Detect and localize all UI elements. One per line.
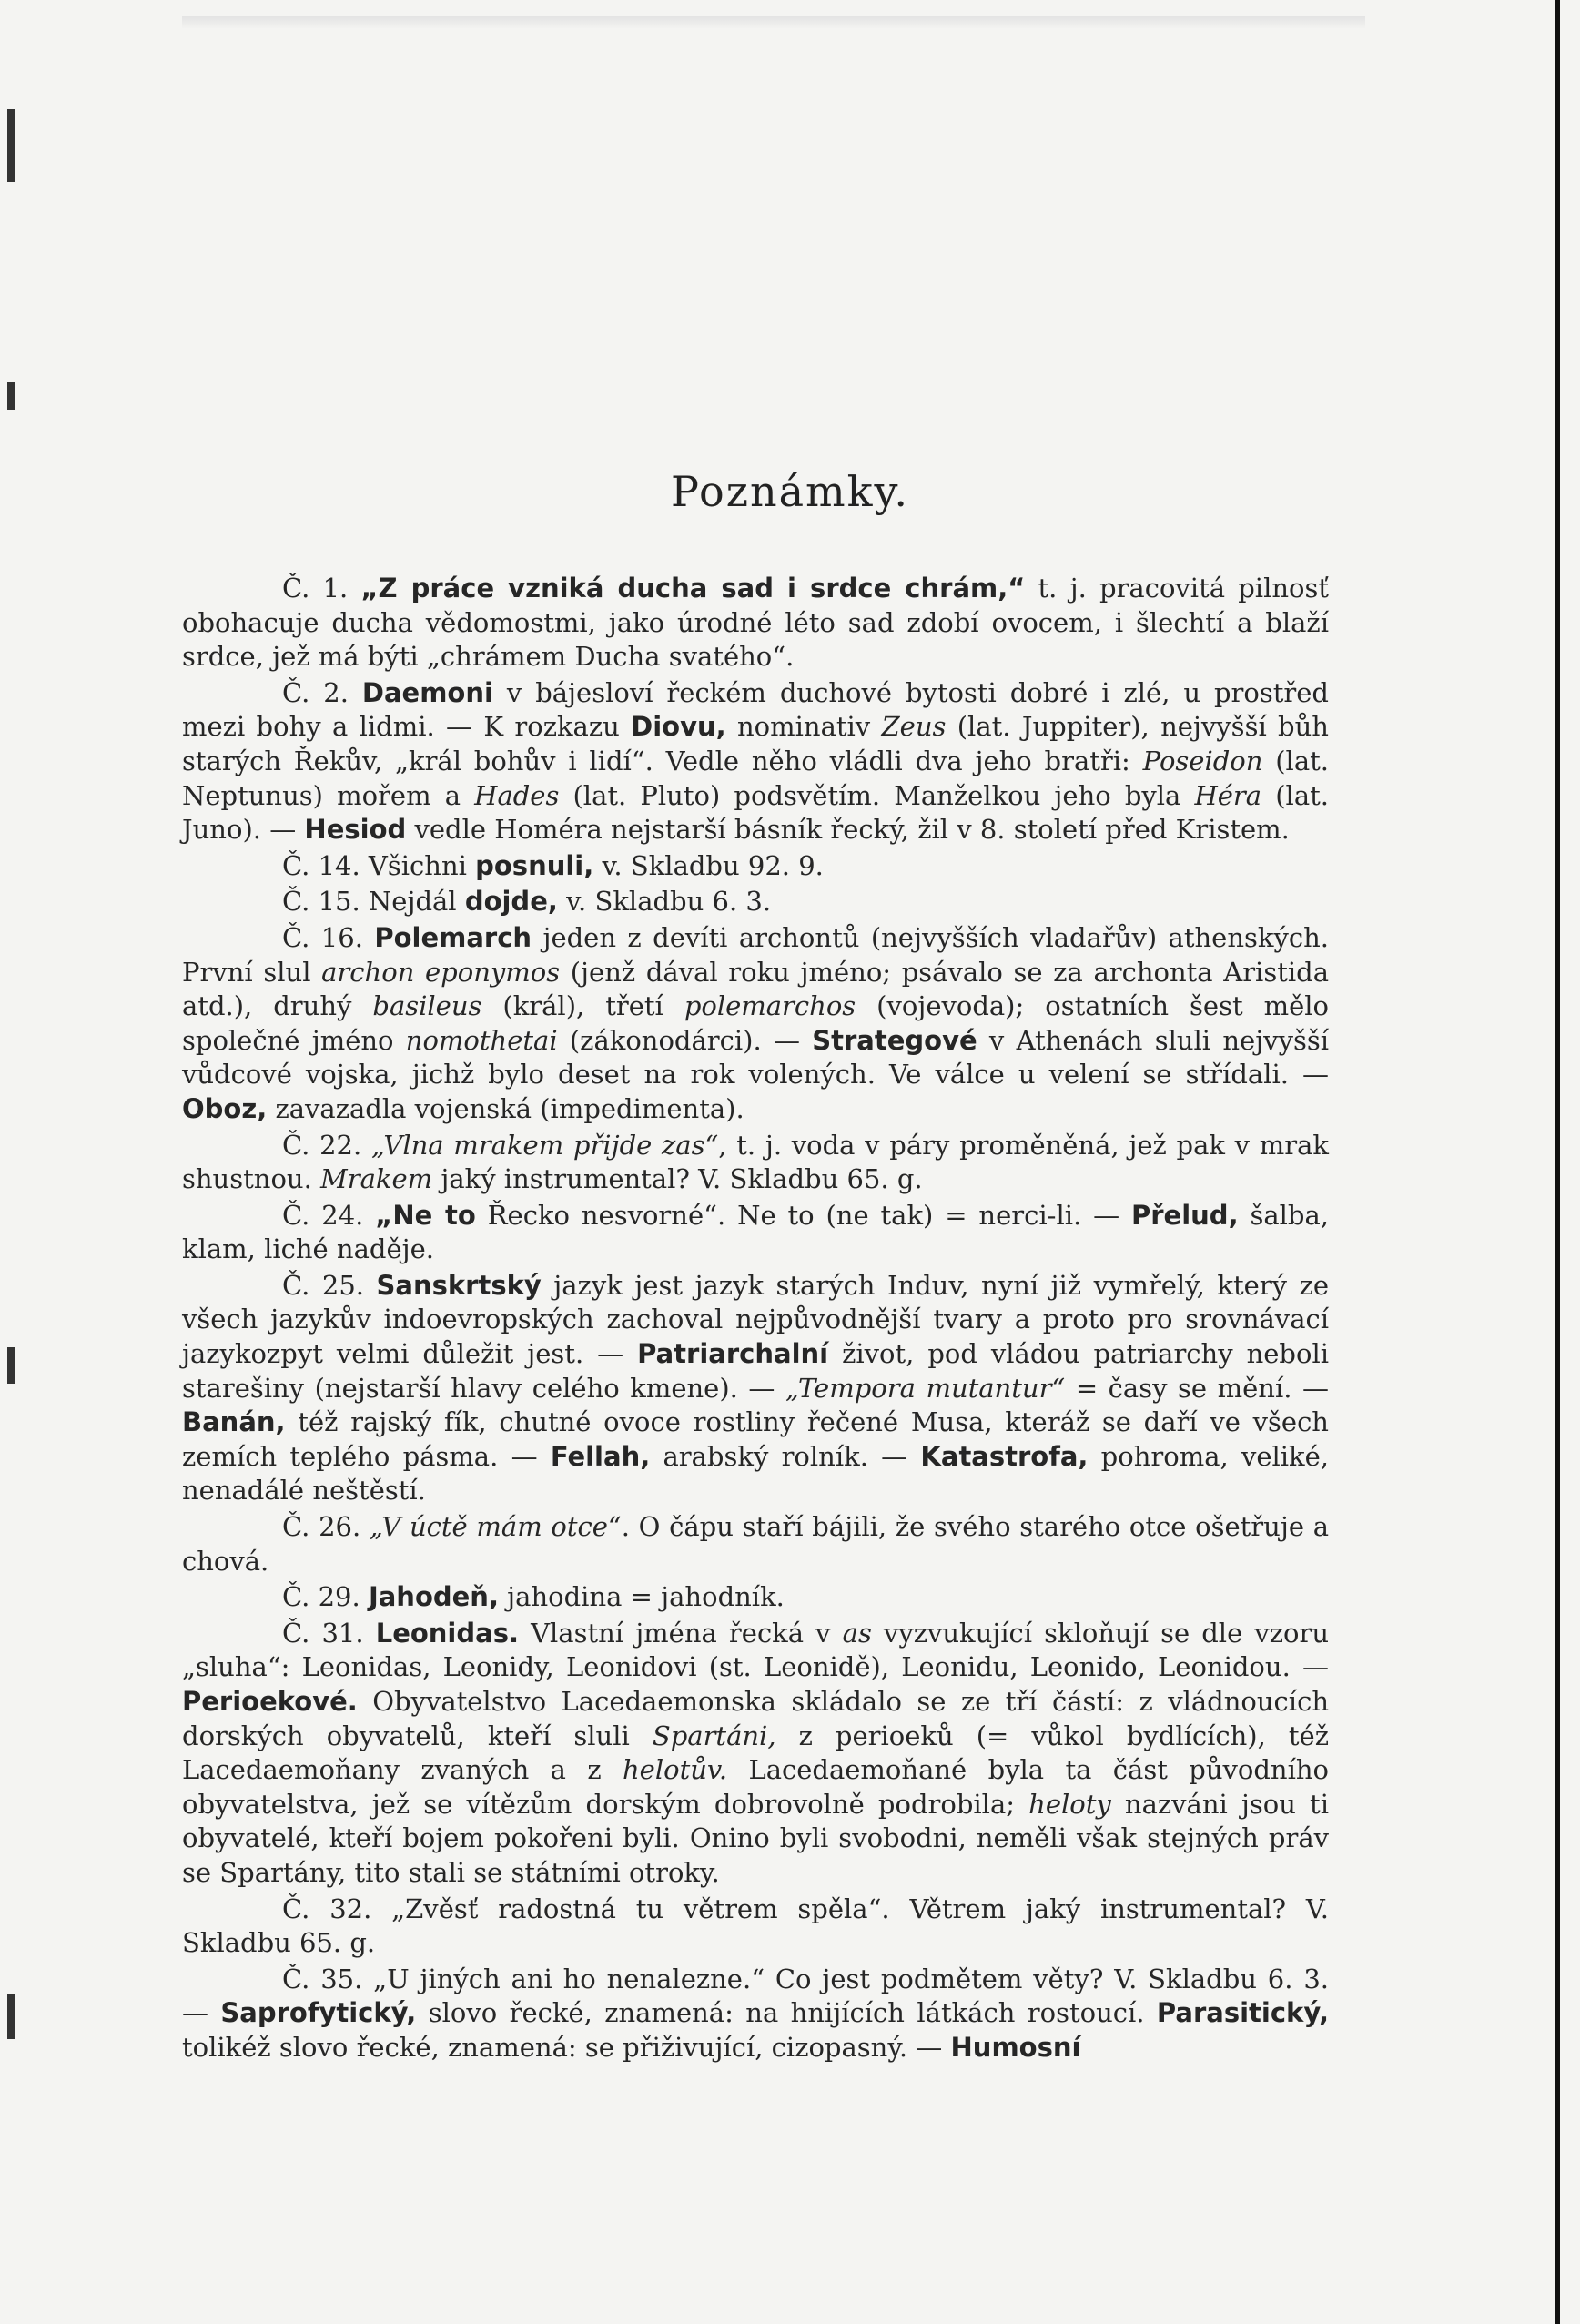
- note-text: život, pod vládou patriarchy neboli starešiny (nejstarší hlavy celého kmene). —: [182, 1338, 1329, 1404]
- note-text: vedle Homéra nejstarší básník řecký, žil v 8. století před Kristem.: [406, 814, 1290, 846]
- note-text: Č. 14. Všichni: [282, 849, 476, 881]
- note-text: Č. 31.: [282, 1617, 376, 1649]
- italic-term: Zeus: [881, 711, 947, 743]
- note-paragraph: [182, 849, 1329, 884]
- note-text: (král), třetí: [481, 990, 684, 1022]
- note-paragraph: [182, 1580, 1329, 1615]
- note-text: (jenž dával roku jméno; psávalo se za archonta Aristida atd.), druhý: [182, 956, 1329, 1022]
- italic-term: „Tempora mutantur“: [785, 1372, 1066, 1404]
- page-right-edge: [1555, 0, 1560, 2324]
- note-text: (vojevoda); ostatních šest mělo společné jméno: [182, 990, 1329, 1056]
- page-top-shadow: [182, 16, 1365, 29]
- note-text: v. Skladbu 6. 3.: [557, 886, 772, 918]
- note-text: jazyk jest jazyk starých Induv, nyní již vymřelý, který ze všech jazykův indoevropských zachoval nejpůvodnější tvary a proto pro srovnávací jazykozpyt velmi důležit jest. —: [182, 1269, 1329, 1370]
- italic-term: „Vlna mrakem přijde zas“: [370, 1129, 719, 1161]
- italic-term: nomothetai: [405, 1024, 558, 1056]
- italic-term: Hades: [474, 779, 560, 811]
- bold-term: Polemarch: [374, 921, 532, 953]
- note-text: Lacedaemoňané byla ta část původního obyvatelstva, jež se vítězům dorským dobrovolně podrobila;: [182, 1754, 1329, 1820]
- note-text: z perioeků (= vůkol bydlících), též Lacedaemoňany zvaných a z: [182, 1720, 1329, 1786]
- bold-term: Diovu,: [631, 711, 726, 743]
- italic-term: basileus: [372, 990, 482, 1022]
- binding-marks: [7, 0, 22, 2324]
- note-text: t. j. pracovitá pilnosť obohacuje ducha vědomostmi, jako úrodné léto sad zdobí ovocem, i šlechtí a blaží srdce, jež má býti „chrámem Ducha svatého“.: [182, 573, 1330, 673]
- bold-term: Sanskrtský: [376, 1269, 542, 1301]
- note-text: (lat. Neptunus) mořem a: [182, 745, 1329, 811]
- bold-term: Přelud,: [1131, 1199, 1239, 1231]
- note-text: tolikéž slovo řecké, znamená: se přiživující, cizopasný. —: [182, 2031, 951, 2063]
- note-text: v. Skladbu 92. 9.: [593, 849, 824, 881]
- bold-term: Katastrofa,: [920, 1440, 1089, 1472]
- bold-term: „Ne to: [375, 1199, 476, 1231]
- note-paragraph: [182, 1963, 1329, 2065]
- note-text: = časy se mění. —: [1065, 1372, 1329, 1404]
- note-text: Č. 26.: [282, 1511, 370, 1543]
- note-text: , t. j. voda v páry proměněná, jež pak v mrak shustnou.: [182, 1129, 1329, 1195]
- note-text: Č. 32. „Zvěsť radostná tu větrem spěla“. Větrem jaký instrumental? V. Skladbu 65. g.: [182, 1893, 1329, 1959]
- note-paragraph: [182, 1510, 1329, 1578]
- bold-term: Parasitický,: [1156, 1997, 1329, 2029]
- note-text: zavazadla vojenská (impedimenta).: [267, 1092, 744, 1124]
- bold-term: posnuli,: [475, 849, 594, 881]
- note-paragraph: [182, 1617, 1329, 1891]
- italic-term: polemarchos: [684, 990, 856, 1022]
- italic-term: as: [842, 1617, 872, 1649]
- bold-term: Perioekové.: [182, 1686, 358, 1717]
- note-text: pohroma, veliké, nenadálé neštěstí.: [182, 1440, 1330, 1507]
- note-text: Č. 22.: [282, 1129, 371, 1161]
- bold-term: Hesiod: [304, 814, 407, 846]
- note-text: jahodina = jahodník.: [498, 1581, 785, 1613]
- note-paragraph: [182, 1199, 1329, 1267]
- note-paragraph: [182, 921, 1329, 1127]
- bold-term: Leonidas.: [375, 1617, 519, 1649]
- note-text: Č. 15. Nejdál: [282, 886, 465, 918]
- note-text: šalba, klam, liché naděje.: [182, 1199, 1329, 1265]
- note-paragraph: [182, 1893, 1329, 1961]
- bold-term: Daemoni: [361, 676, 493, 708]
- note-text: Č. 35. „U jiných ani ho nenalezne.“ Co jest podmětem věty? V. Skladbu 6. 3. —: [182, 1963, 1329, 2029]
- note-text: Obyvatelstvo Lacedaemonska skládalo se ze tří částí: z vládnoucích dorských obyvatelů, kteří sluli: [182, 1686, 1329, 1751]
- italic-term: Mrakem: [320, 1163, 433, 1195]
- note-text: Č. 16.: [282, 921, 375, 953]
- note-text: slovo řecké, znamená: na hnijících látkách rostoucí.: [416, 1997, 1157, 2029]
- note-text: Č. 2.: [282, 676, 362, 708]
- note-text: Č. 24.: [282, 1199, 376, 1231]
- page-title: Poznámky.: [670, 467, 910, 516]
- note-text: Č. 25.: [282, 1269, 377, 1301]
- note-text: . O čápu staří bájili, že svého starého otce ošetřuje a chová.: [182, 1511, 1329, 1577]
- note-paragraph: [182, 572, 1329, 675]
- note-text: Vlastní jména řecká v: [518, 1617, 843, 1649]
- note-text: (zákonodárci). —: [557, 1024, 813, 1056]
- italic-term: Héra: [1194, 779, 1262, 811]
- note-text: Řecko nesvorné“. Ne to (ne tak) = nerci-li. —: [475, 1199, 1131, 1231]
- bold-term: dojde,: [464, 886, 558, 918]
- bold-term: Fellah,: [550, 1440, 651, 1472]
- bold-term: Jahodeň,: [368, 1581, 499, 1613]
- bold-term: Strategové: [812, 1024, 977, 1056]
- note-paragraph: [182, 1129, 1329, 1197]
- note-text: (lat. Pluto) podsvětím. Manželkou jeho byla: [559, 779, 1195, 811]
- note-text: v Athenách sluli nejvyšší vůdcové vojska, jichž bylo deset na rok volených. Ve válce u velení se střídali. —: [182, 1024, 1329, 1091]
- bold-term: Banán,: [182, 1406, 286, 1438]
- italic-term: Spartáni,: [652, 1720, 776, 1751]
- italic-term: Poseidon: [1142, 745, 1263, 776]
- note-text: arabský rolník. —: [650, 1440, 921, 1472]
- italic-term: „V úctě mám otce“: [369, 1511, 622, 1543]
- note-text: (lat. Juppiter), nejvyšší bůh starých Řekův, „král bohův i lidí“. Vedle něho vládli dva jeho bratři:: [182, 711, 1329, 776]
- note-text: vyzvukující skloňují se dle vzoru „sluha“: Leonidas, Leonidy, Leonidovi (st. Leonidě), Leonidu, Leonido, Leonidou. —: [182, 1617, 1330, 1683]
- notes-body: [182, 572, 1329, 2067]
- italic-term: heloty: [1028, 1788, 1111, 1820]
- note-paragraph: [182, 676, 1329, 847]
- note-text: nazváni jsou ti obyvatelé, kteří bojem pokořeni byli. Onino byli svobodni, neměli však stejných práv se Spartány, tito stali se státními otroky.: [182, 1788, 1329, 1888]
- bold-term: Oboz,: [182, 1092, 268, 1124]
- italic-term: archon eponymos: [321, 956, 561, 988]
- note-text: v bájesloví řeckém duchové bytosti dobré i zlé, u prostřed mezi bohy a lidmi. — K rozkazu: [182, 676, 1329, 743]
- note-text: též rajský fík, chutné ovoce rostliny řečené Musa, kteráž se daří ve všech zemích teplého pásma. —: [182, 1406, 1329, 1472]
- note-text: jaký instrumental? V. Skladbu 65. g.: [432, 1163, 923, 1195]
- note-text: Č. 29.: [282, 1581, 369, 1613]
- note-text: jeden z devíti archontů (nejvyšších vladařův) athenských. První slul: [182, 921, 1329, 988]
- italic-term: helotův.: [623, 1754, 728, 1786]
- bold-term: Humosní: [950, 2031, 1081, 2063]
- note-text: Č. 1.: [282, 573, 361, 604]
- note-paragraph: [182, 1269, 1329, 1508]
- note-text: nominativ: [725, 711, 882, 743]
- bold-term: Patriarchalní: [637, 1338, 829, 1370]
- note-text: (lat. Juno). —: [182, 779, 1329, 846]
- note-paragraph: [182, 885, 1329, 919]
- bold-term: „Z práce vzniká ducha sad i srdce chrám,“: [360, 573, 1026, 604]
- bold-term: Saprofytický,: [220, 1997, 417, 2029]
